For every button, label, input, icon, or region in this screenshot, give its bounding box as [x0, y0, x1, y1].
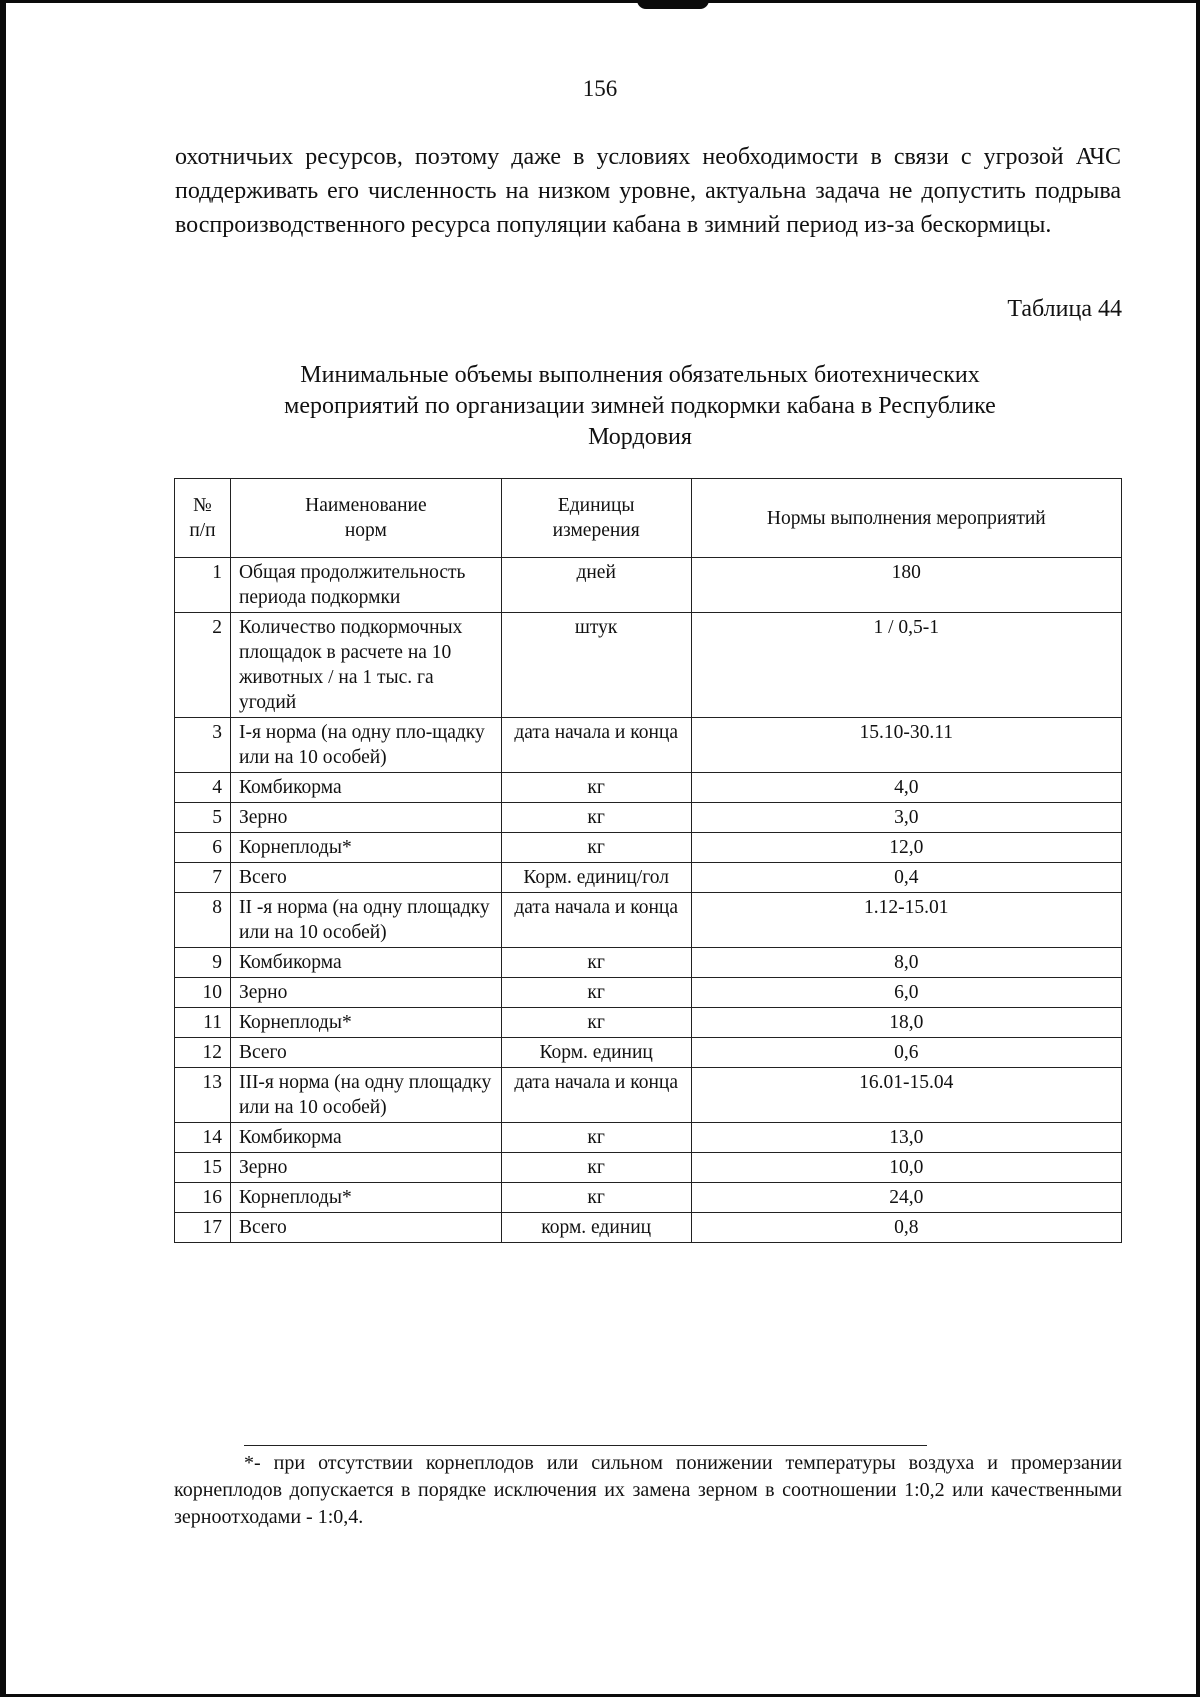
row-name-cell: III-я норма (на одну площадку или на 10 особей) — [230, 1068, 501, 1123]
row-unit-cell: Корм. единиц — [501, 1038, 691, 1068]
row-norm-cell: 1 / 0,5-1 — [691, 613, 1121, 718]
row-unit-cell: кг — [501, 948, 691, 978]
row-norm-cell: 4,0 — [691, 773, 1121, 803]
table-row — [175, 558, 1122, 613]
row-number-cell: 2 — [175, 613, 231, 718]
table-row — [175, 1123, 1122, 1153]
row-unit-cell: дата начала и конца — [501, 893, 691, 948]
row-name-cell: Зерно — [230, 978, 501, 1008]
row-norm-cell: 12,0 — [691, 833, 1121, 863]
row-norm-cell: 3,0 — [691, 803, 1121, 833]
header-unit — [501, 479, 691, 558]
header-num-line-2: п/п — [189, 520, 216, 541]
table-row — [175, 893, 1122, 948]
row-number-cell: 15 — [175, 1153, 231, 1183]
table-row — [175, 718, 1122, 773]
row-name-cell: Общая продолжительность периода подкормки — [230, 558, 501, 613]
row-norm-cell: 8,0 — [691, 948, 1121, 978]
row-number-cell: 4 — [175, 773, 231, 803]
row-number-cell: 9 — [175, 948, 231, 978]
row-norm-cell: 10,0 — [691, 1153, 1121, 1183]
table-body — [175, 558, 1122, 1243]
row-norm-cell: 1.12-15.01 — [691, 893, 1121, 948]
row-unit-cell: дата начала и конца — [501, 718, 691, 773]
row-number-cell: 10 — [175, 978, 231, 1008]
row-number-cell: 7 — [175, 863, 231, 893]
header-num — [175, 479, 231, 558]
footnote: *- при отсутствии корнеплодов или сильном понижении температуры воздуха и промерзании корнеплодов допускается в порядке исключения их замена зерном в соотношении 1:0,2 или качественными зерноотходами - 1:0,4. — [174, 1452, 1122, 1528]
header-name-line-1: Наименование — [305, 495, 427, 516]
row-unit-cell: штук — [501, 613, 691, 718]
row-name-cell: II -я норма (на одну площадку или на 10 особей) — [230, 893, 501, 948]
table-title-line-2: мероприятий по организации зимней подкормки кабана в Республике — [284, 393, 996, 419]
header-norms: Нормы выполнения мероприятий — [691, 479, 1121, 558]
table-title-line-3: Мордовия — [588, 424, 692, 450]
row-unit-cell: кг — [501, 1123, 691, 1153]
table-row — [175, 833, 1122, 863]
row-norm-cell: 18,0 — [691, 1008, 1121, 1038]
norms-table — [174, 478, 1122, 1243]
table-row — [175, 803, 1122, 833]
row-norm-cell: 180 — [691, 558, 1121, 613]
table-title — [200, 360, 1080, 453]
row-number-cell: 14 — [175, 1123, 231, 1153]
row-unit-cell: кг — [501, 803, 691, 833]
row-name-cell: I-я норма (на одну пло-щадку или на 10 особей) — [230, 718, 501, 773]
table-row — [175, 1008, 1122, 1038]
table-row — [175, 863, 1122, 893]
row-unit-cell: кг — [501, 1153, 691, 1183]
header-name-line-2: норм — [344, 520, 387, 541]
row-unit-cell: кг — [501, 1008, 691, 1038]
row-unit-cell: Корм. единиц/гол — [501, 863, 691, 893]
row-number-cell: 1 — [175, 558, 231, 613]
table-row — [175, 948, 1122, 978]
row-number-cell: 17 — [175, 1213, 231, 1243]
row-number-cell: 16 — [175, 1183, 231, 1213]
header-num-line-1: № — [193, 495, 212, 516]
body-paragraph-block — [175, 140, 1121, 242]
table-row — [175, 978, 1122, 1008]
table-header-row — [175, 479, 1122, 558]
row-number-cell: 12 — [175, 1038, 231, 1068]
table-row — [175, 1038, 1122, 1068]
table-row — [175, 773, 1122, 803]
row-norm-cell: 24,0 — [691, 1183, 1121, 1213]
row-number-cell: 3 — [175, 718, 231, 773]
table-row — [175, 1068, 1122, 1123]
row-norm-cell: 0,8 — [691, 1213, 1121, 1243]
row-name-cell: Всего — [230, 1213, 501, 1243]
table-title-line-1: Минимальные объемы выполнения обязательных биотехнических — [300, 362, 980, 388]
header-name — [230, 479, 501, 558]
body-paragraph: охотничьих ресурсов, поэтому даже в условиях необходимости в связи с угрозой АЧС поддерживать его численность на низком уровне, актуальна задача не допустить подрыва воспроизводственного ресурса популяции кабана в зимний период из-за бескормицы. — [175, 144, 1121, 238]
row-unit-cell: кг — [501, 833, 691, 863]
row-number-cell: 11 — [175, 1008, 231, 1038]
header-unit-line-1: Единицы — [557, 495, 635, 516]
row-name-cell: Комбикорма — [230, 948, 501, 978]
row-norm-cell: 13,0 — [691, 1123, 1121, 1153]
row-number-cell: 6 — [175, 833, 231, 863]
footnote-separator — [244, 1445, 927, 1446]
row-norm-cell: 0,6 — [691, 1038, 1121, 1068]
page-number: 156 — [582, 76, 618, 101]
row-number-cell: 13 — [175, 1068, 231, 1123]
row-number-cell: 8 — [175, 893, 231, 948]
row-name-cell: Количество подкормочных площадок в расчете на 10 животных / на 1 тыс. га угодий — [230, 613, 501, 718]
table-label: Таблица 44 — [1007, 296, 1122, 322]
row-name-cell: Всего — [230, 863, 501, 893]
row-number-cell: 5 — [175, 803, 231, 833]
row-unit-cell: дата начала и конца — [501, 1068, 691, 1123]
row-name-cell: Корнеплоды* — [230, 833, 501, 863]
row-norm-cell: 15.10-30.11 — [691, 718, 1121, 773]
row-unit-cell: дней — [501, 558, 691, 613]
row-name-cell: Комбикорма — [230, 773, 501, 803]
row-name-cell: Зерно — [230, 1153, 501, 1183]
scan-binding-mark — [637, 0, 709, 9]
table-row — [175, 1183, 1122, 1213]
row-name-cell: Корнеплоды* — [230, 1008, 501, 1038]
row-name-cell: Всего — [230, 1038, 501, 1068]
table-row — [175, 1153, 1122, 1183]
row-norm-cell: 16.01-15.04 — [691, 1068, 1121, 1123]
row-unit-cell: кг — [501, 773, 691, 803]
row-name-cell: Корнеплоды* — [230, 1183, 501, 1213]
row-unit-cell: корм. единиц — [501, 1213, 691, 1243]
row-unit-cell: кг — [501, 1183, 691, 1213]
table-row — [175, 613, 1122, 718]
header-unit-line-2: измерения — [552, 520, 640, 541]
row-norm-cell: 6,0 — [691, 978, 1121, 1008]
row-norm-cell: 0,4 — [691, 863, 1121, 893]
row-name-cell: Зерно — [230, 803, 501, 833]
row-name-cell: Комбикорма — [230, 1123, 501, 1153]
table-row — [175, 1213, 1122, 1243]
row-unit-cell: кг — [501, 978, 691, 1008]
